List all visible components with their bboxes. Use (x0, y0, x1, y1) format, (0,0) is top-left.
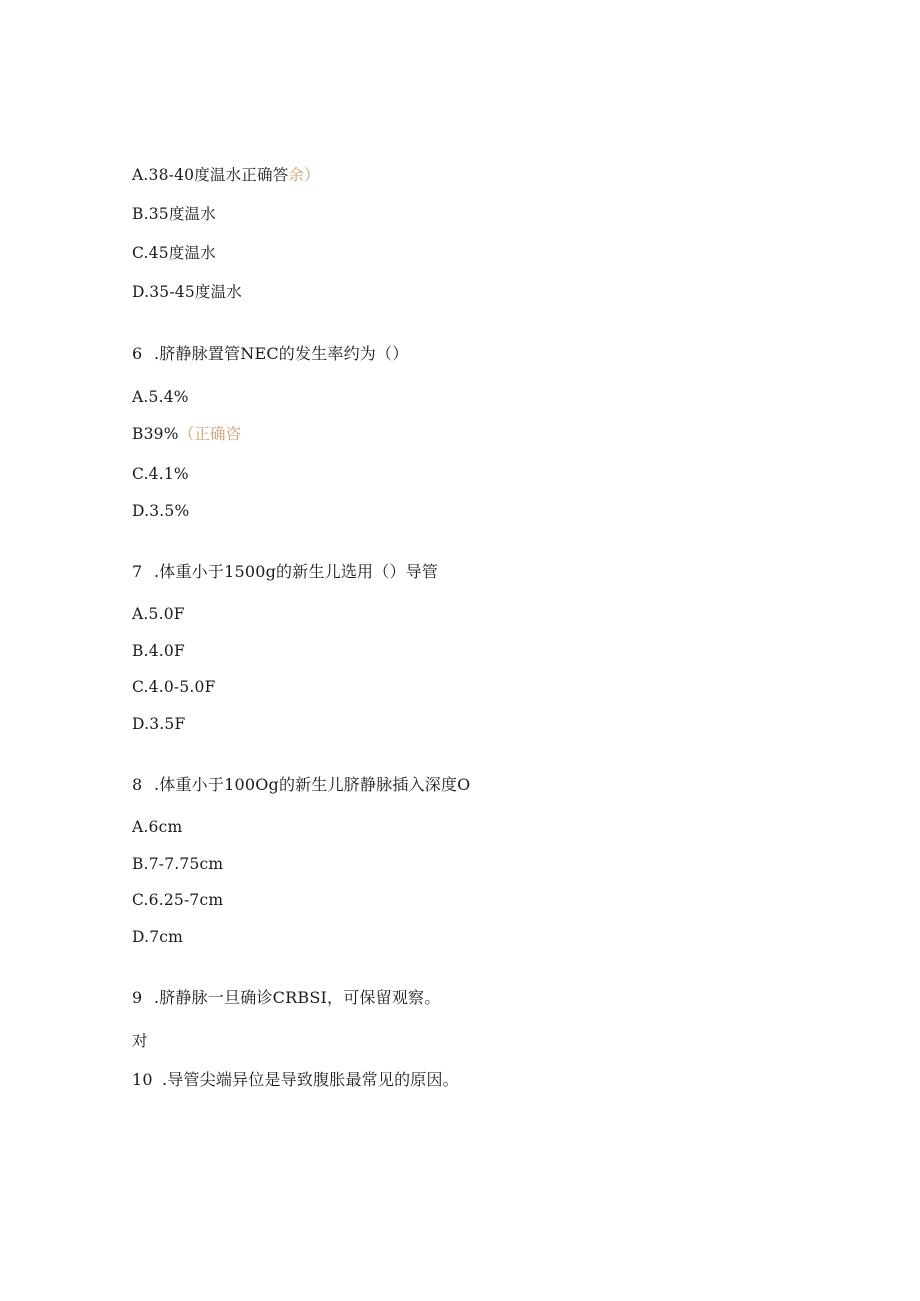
q6-option-b-text: B39% (132, 425, 179, 443)
q5-answer-mark: 余） (288, 166, 320, 184)
q9-stem (132, 988, 440, 1008)
q6-stem (132, 344, 408, 364)
q8-option-c: C.6.25-7cm (132, 891, 224, 909)
q6-number: 6 (132, 344, 143, 363)
q6-answer-mark: （正确咨 (178, 425, 242, 443)
q7-number: 7 (132, 562, 143, 581)
q5-option-b: B.35度温水 (132, 205, 216, 223)
q8-option-d: D.7cm (132, 928, 184, 946)
q9-answer: 对 (132, 1032, 148, 1050)
q10-number: 10 (132, 1070, 153, 1089)
q5-option-d: D.35-45度温水 (132, 283, 242, 301)
q8-text: .体重小于100Og的新生儿脐静脉插入深度O (154, 775, 471, 794)
q10-text: .导管尖端异位是导致腹胀最常见的原因。 (162, 1070, 459, 1089)
q9-text: .脐静脉一旦确诊CRBSI，可保留观察。 (154, 988, 441, 1007)
q7-text: .体重小于1500g的新生儿选用（）导管 (154, 562, 439, 581)
q5-option-a-text: A.38-40度温水正确答 (132, 166, 289, 184)
q6-option-c: C.4.1% (132, 465, 189, 483)
q7-stem (132, 562, 438, 582)
q7-option-a: A.5.0F (132, 605, 185, 623)
q6-option-d: D.3.5% (132, 502, 190, 520)
q6-text: .脐静脉置管NEC的发生率约为（） (154, 344, 409, 363)
q8-option-a: A.6cm (132, 818, 183, 836)
q7-option-c: C.4.0-5.0F (132, 678, 216, 696)
q7-option-d: D.3.5F (132, 715, 186, 733)
q8-option-b: B.7-7.75cm (132, 855, 224, 873)
q8-stem (132, 775, 471, 795)
q5-option-c: C.45度温水 (132, 244, 216, 262)
q8-number: 8 (132, 775, 143, 794)
q6-option-b (132, 424, 241, 444)
q5-option-a (132, 165, 320, 185)
q6-option-a: A.5.4% (132, 388, 189, 406)
q7-option-b: B.4.0F (132, 642, 185, 660)
q10-stem (132, 1070, 459, 1090)
q9-number: 9 (132, 988, 143, 1007)
